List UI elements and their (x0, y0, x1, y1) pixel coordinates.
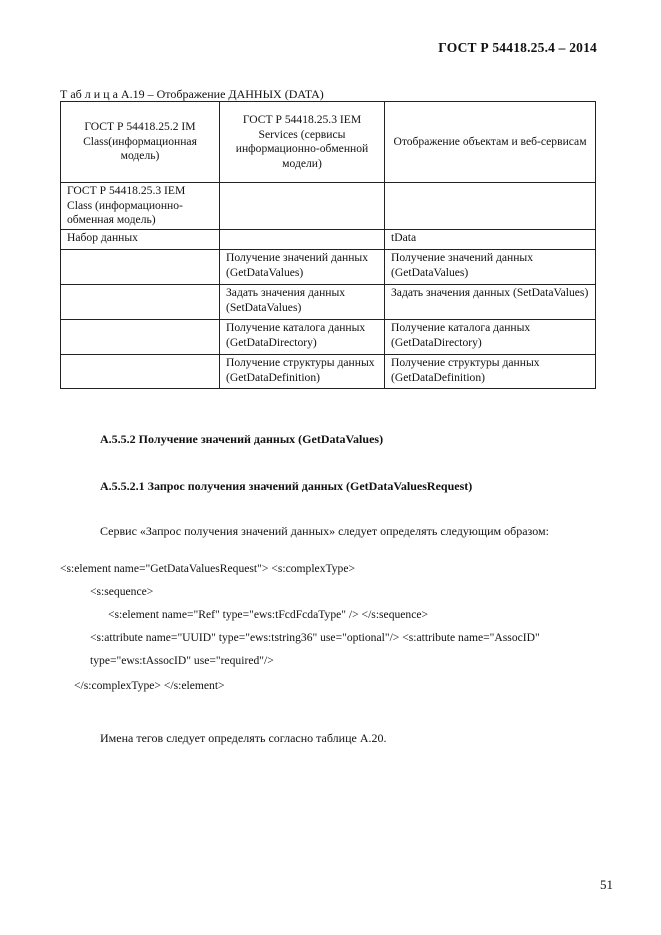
table-cell: tData (385, 230, 596, 250)
outro-paragraph: Имена тегов следует определять согласно таблице А.20. (100, 731, 387, 745)
mapping-table (60, 101, 596, 389)
table-cell (220, 183, 385, 230)
table-cell (61, 250, 220, 285)
document-id: ГОСТ Р 54418.25.4 – 2014 (438, 40, 597, 55)
table-cell: ГОСТ Р 54418.25.3 IEM Class (информационно-обменная модель) (61, 183, 220, 230)
table-cell: Получение значений данных (GetDataValues) (385, 250, 596, 285)
intro-paragraph: Сервис «Запрос получения значений данных» следует определять следующим образом: (100, 524, 549, 538)
table-cell: Получение значений данных (GetDataValues) (220, 250, 385, 285)
table-cell: Получение структуры данных (GetDataDefinition) (385, 355, 596, 389)
code-line: <s:element name="Ref" type="ews:tFcdFcdaType" /> </s:sequence> (108, 608, 429, 621)
table-row (61, 230, 596, 250)
table-row (61, 250, 596, 285)
code-line: type="ews:tAssocID" use="required"/> (90, 654, 274, 667)
table-cell (220, 230, 385, 250)
table-caption: Т аб л и ц а А.19 – Отображение ДАННЫХ (DATA) (60, 87, 324, 101)
table-header-cell: ГОСТ Р 54418.25.3 IEM Services (сервисы информационно-обменной модели) (220, 102, 385, 183)
code-line: <s:element name="GetDataValuesRequest"> <s:complexType> (60, 562, 356, 575)
subsection-heading: А.5.5.2.1 Запрос получения значений данных (GetDataValuesRequest) (100, 479, 473, 493)
table-cell (385, 183, 596, 230)
table-cell (61, 285, 220, 320)
table-row (61, 355, 596, 389)
table-header-row (61, 102, 596, 183)
page-number: 51 (600, 877, 613, 892)
table-header-cell: Отображение объектам и веб-сервисам (385, 102, 596, 183)
table-row (61, 320, 596, 355)
table-cell: Набор данных (61, 230, 220, 250)
code-line: <s:sequence> (90, 585, 154, 598)
table-cell: Задать значения данных (SetDataValues) (385, 285, 596, 320)
table-cell: Получение каталога данных (GetDataDirectory) (220, 320, 385, 355)
code-line: </s:complexType> </s:element> (74, 679, 225, 692)
table-cell: Задать значения данных (SetDataValues) (220, 285, 385, 320)
table-cell (61, 320, 220, 355)
table-cell (61, 355, 220, 389)
table-cell: Получение каталога данных (GetDataDirectory) (385, 320, 596, 355)
table-cell: Получение структуры данных (GetDataDefinition) (220, 355, 385, 389)
section-heading: А.5.5.2 Получение значений данных (GetDataValues) (100, 432, 384, 446)
table-row (61, 183, 596, 230)
code-line: <s:attribute name="UUID" type="ews:tstring36" use="optional"/> <s:attribute name="AssocID" (90, 631, 540, 644)
table-row (61, 285, 596, 320)
table-header-cell: ГОСТ Р 54418.25.2 IM Class(информационная модель) (61, 102, 220, 183)
